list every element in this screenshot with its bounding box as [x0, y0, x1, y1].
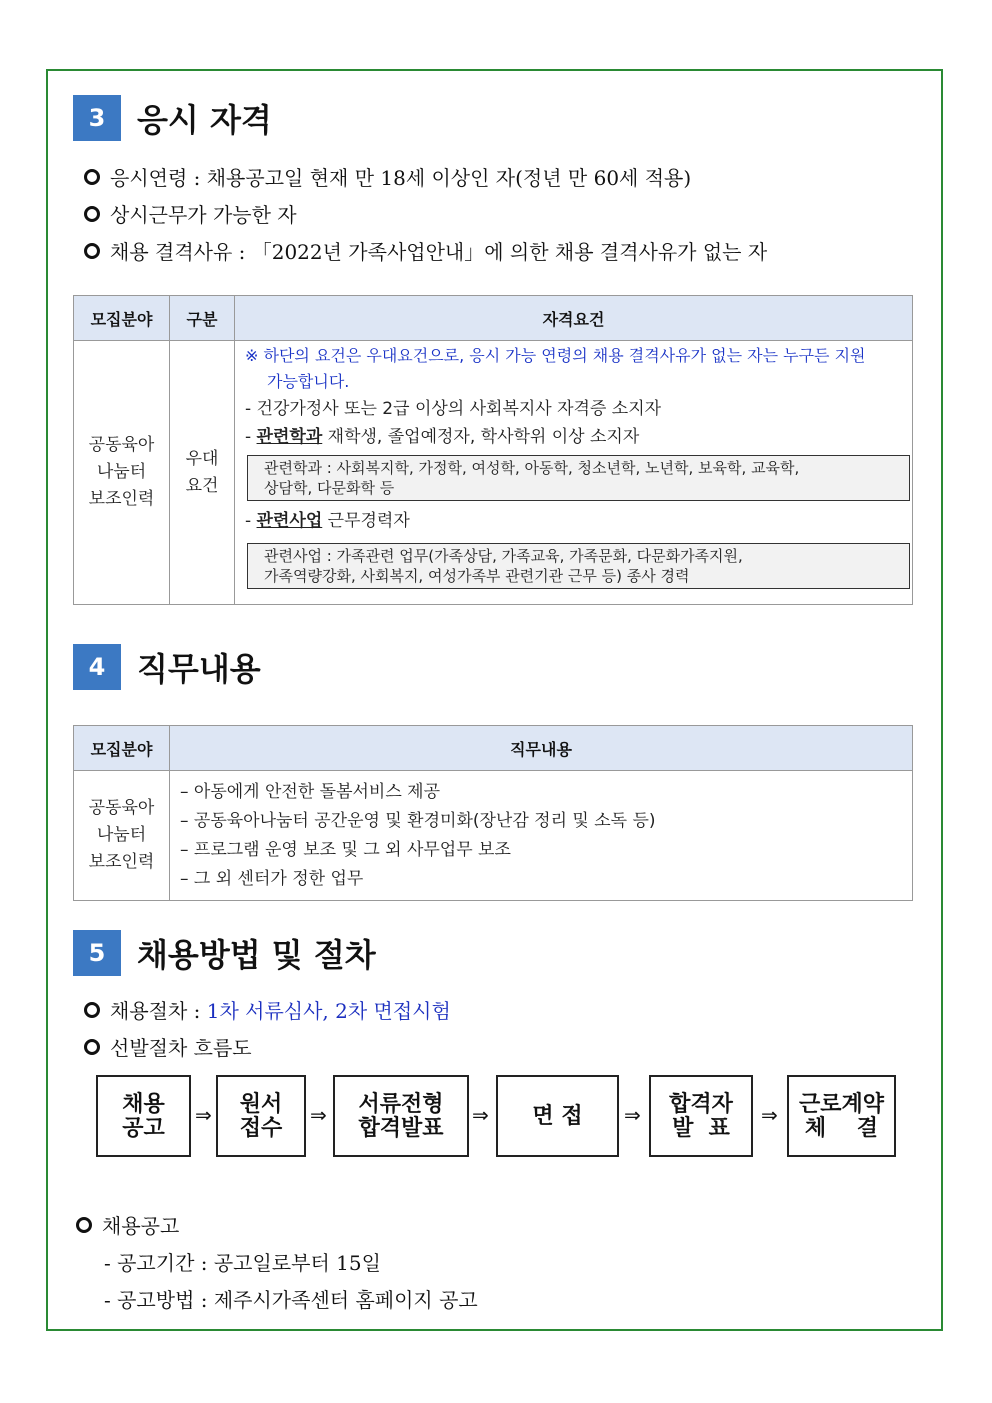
- arrow-icon: ⇒: [472, 1103, 489, 1127]
- section-title: 직무내용: [137, 650, 261, 688]
- requirement-item: - 관련사업 근무경력자: [245, 511, 410, 531]
- circle-bullet-icon: [84, 1039, 100, 1055]
- section-title: 채용방법 및 절차: [137, 936, 376, 974]
- duty-item: – 프로그램 운영 보조 및 그 외 사무업무 보조: [180, 839, 511, 860]
- bullet-fulltime: 상시근무가 가능한 자: [84, 199, 297, 228]
- field-cell: 공동육아 나눔터 보조인력: [74, 771, 170, 901]
- requirements-cell: [235, 341, 913, 605]
- qualification-table: [73, 295, 913, 605]
- arrow-icon: ⇒: [624, 1103, 641, 1127]
- related-business-box: 관련사업 : 가족관련 업무(가족상담, 가족교육, 가족문화, 다문화가족지원, 가족역량강화, 사회복지, 여성가족부 관련기관 근무 등) 종사 경력: [247, 543, 910, 589]
- circle-bullet-icon: [76, 1217, 92, 1233]
- bullet-notice: 채용공고: [76, 1210, 179, 1239]
- bullet-disqualification: 채용 결격사유 : 「2022년 가족사업안내」에 의한 채용 결격사유가 없는 자: [84, 236, 767, 265]
- header-requirements: 자격요건: [235, 296, 913, 341]
- notice-method: - 공고방법 : 제주시가족센터 홈페이지 공고: [104, 1288, 478, 1312]
- section-title: 응시 자격: [137, 101, 272, 139]
- duty-item: – 그 외 센터가 정한 업무: [180, 868, 364, 889]
- section-3-header: [73, 95, 272, 141]
- section-5-header: [73, 930, 376, 976]
- notice-period: - 공고기간 : 공고일로부터 15일: [104, 1251, 381, 1275]
- bullet-age: 응시연령 : 채용공고일 현재 만 18세 이상인 자(정년 만 60세 적용): [84, 162, 691, 191]
- circle-bullet-icon: [84, 1002, 100, 1018]
- section-number: 4: [73, 644, 121, 690]
- header-category: 구분: [170, 296, 235, 341]
- field-cell: 공동육아 나눔터 보조인력: [74, 341, 170, 605]
- arrow-icon: ⇒: [761, 1103, 778, 1127]
- duty-cell: [170, 771, 913, 901]
- requirement-item: - 관련학과 재학생, 졸업예정자, 학사학위 이상 소지자: [245, 427, 640, 447]
- arrow-icon: ⇒: [310, 1103, 327, 1127]
- flow-step-final-result: 합격자 발 표: [649, 1075, 753, 1157]
- section-4-header: [73, 644, 261, 690]
- bullet-procedure: 채용절차 : 1차 서류심사, 2차 면접시험: [84, 995, 451, 1024]
- preference-note: ※ 하단의 요건은 우대요건으로, 응시 가능 연령의 채용 결격사유가 없는 자는 누구든 지원 가능합니다.: [245, 346, 866, 391]
- flow-step-contract: 근로계약 체 결: [787, 1075, 896, 1157]
- arrow-icon: ⇒: [195, 1103, 212, 1127]
- section-number: 5: [73, 930, 121, 976]
- circle-bullet-icon: [84, 206, 100, 222]
- duty-item: – 아동에게 안전한 돌봄서비스 제공: [180, 781, 441, 802]
- duty-table: [73, 725, 913, 901]
- requirement-item: - 건강가정사 또는 2급 이상의 사회복지사 자격증 소지자: [245, 399, 662, 419]
- circle-bullet-icon: [84, 243, 100, 259]
- flow-step-interview: 면 접: [496, 1075, 619, 1157]
- header-field: 모집분야: [74, 296, 170, 341]
- flow-step-announce: 채용 공고: [96, 1075, 191, 1157]
- header-field: 모집분야: [74, 726, 170, 771]
- circle-bullet-icon: [84, 169, 100, 185]
- flow-step-document-result: 서류전형 합격발표: [333, 1075, 469, 1157]
- bullet-flowchart: 선발절차 흐름도: [84, 1032, 252, 1061]
- related-major-box: 관련학과 : 사회복지학, 가정학, 여성학, 아동학, 청소년학, 노년학, 보육학, 교육학, 상담학, 다문화학 등: [247, 455, 910, 501]
- section-number: 3: [73, 95, 121, 141]
- header-duty: 직무내용: [170, 726, 913, 771]
- flow-step-application: 원서 접수: [216, 1075, 306, 1157]
- category-cell: 우대 요건: [170, 341, 235, 605]
- duty-item: – 공동육아나눔터 공간운영 및 환경미화(장난감 정리 및 소독 등): [180, 810, 656, 831]
